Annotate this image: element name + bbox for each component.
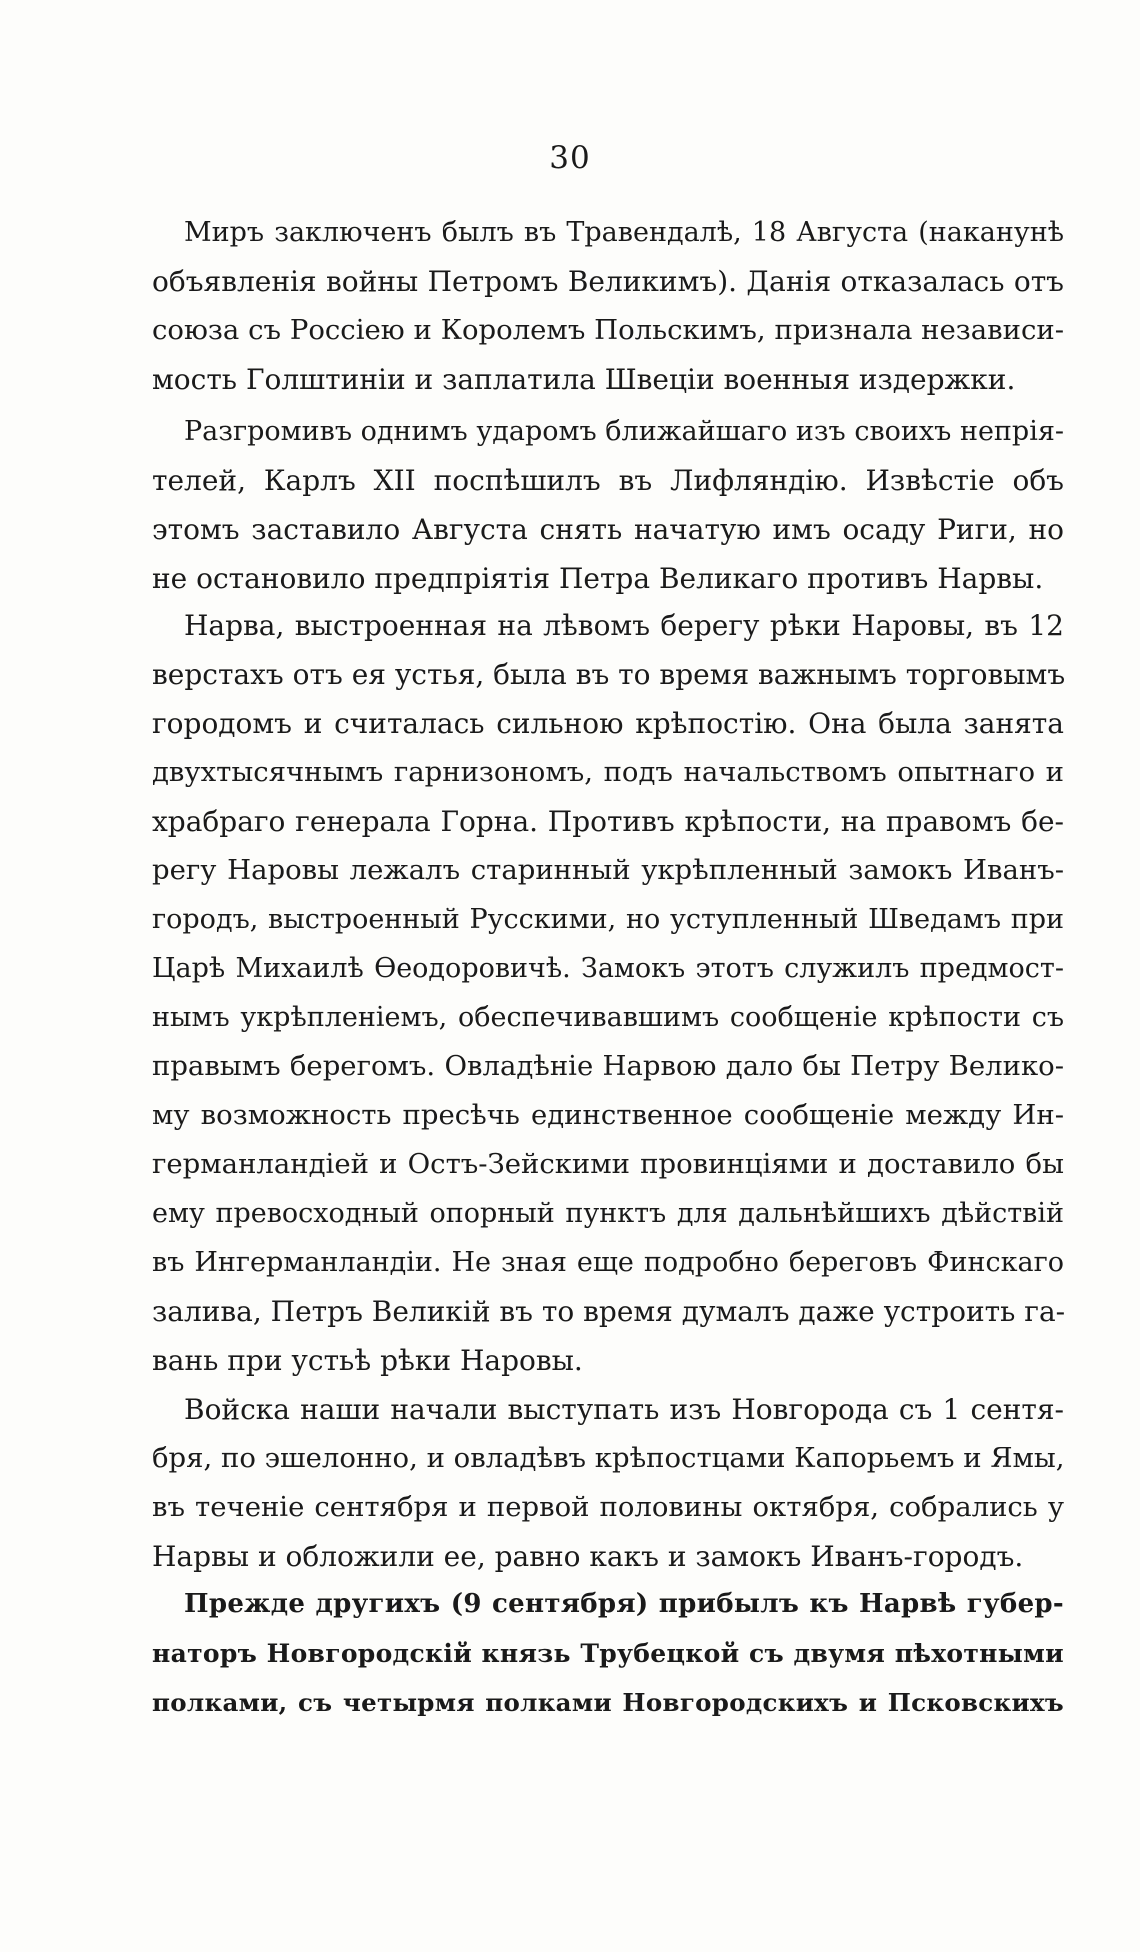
text-line: регу Наровы лежалъ старинный укрѣпленный замокъ Иванъ-: [152, 854, 1064, 886]
text-line: этомъ заставило Августа снять начатую имъ осаду Риги, но: [152, 513, 1064, 546]
text-line: ему превосходный опорный пунктъ для дальнѣйшихъ дѣйствій: [152, 1198, 1064, 1229]
text-line: залива, Петръ Великій въ то время думалъ даже устроить га-: [152, 1295, 1066, 1328]
text-line: му возможность пресѣчь единственное сообщеніе между Ин-: [152, 1099, 1064, 1131]
text-line: германландіей и Остъ-Зейскими провинціями и доставило бы: [152, 1148, 1064, 1180]
text-line: Нарва, выстроенная на лѣвомъ берегу рѣки Наровы, въ 12: [184, 609, 1064, 642]
text-line: Прежде другихъ (9 сентября) прибылъ къ Нарвѣ губер-: [184, 1589, 1064, 1619]
text-line: нымъ укрѣпленіемъ, обеспечивавшимъ сообщеніе крѣпости съ: [152, 1002, 1064, 1033]
text-line: храбраго генерала Горна. Противъ крѣпости, на правомъ бе-: [152, 805, 1064, 838]
paragraph-charles-xii: [152, 407, 1064, 603]
text-line: наторъ Новгородскій князь Трубецкой съ двумя пѣхотными: [152, 1639, 1064, 1668]
text-line: правымъ берегомъ. Овладѣніе Нарвою дало бы Петру Велико-: [152, 1050, 1064, 1082]
text-line: не остановило предпріятія Петра Великаго противъ Нарвы.: [152, 562, 1044, 595]
text-line: мость Голштиніи и заплатила Швеціи военныя издержки.: [152, 363, 1016, 396]
text-line: объявленія войны Петромъ Великимъ). Данія отказалась отъ: [152, 265, 1064, 298]
text-line: верстахъ отъ ея устья, была въ то время важнымъ торговымъ: [152, 658, 1066, 691]
text-line: Нарвы и обложили ее, равно какъ и замокъ Иванъ-городъ.: [152, 1540, 1024, 1573]
text-line: союза съ Россіею и Королемъ Польскимъ, признала независи-: [152, 314, 1064, 346]
page-number: 30: [549, 140, 591, 176]
paragraph-troops: [152, 1385, 1064, 1581]
paragraph-narva: [152, 601, 1064, 1385]
text-line: Миръ заключенъ былъ въ Травендалѣ, 18 Августа (наканунѣ: [184, 217, 1064, 248]
paragraph-trubetskoy: [152, 1580, 1064, 1727]
text-line: бря, по эшелонно, и овладѣвъ крѣпостцами Капорьемъ и Ямы,: [152, 1442, 1065, 1474]
text-line: Царѣ Михаилѣ Ѳеодоровичѣ. Замокъ этотъ служилъ предмост-: [152, 953, 1064, 984]
paragraph-treaty: [152, 208, 1064, 404]
text-line: полками, съ четырмя полками Новгородскихъ и Псковскихъ: [152, 1688, 1064, 1717]
text-line: вань при устьѣ рѣки Наровы.: [152, 1344, 583, 1377]
text-line: городъ, выстроенный Русскими, но уступленный Шведамъ при: [152, 904, 1064, 935]
text-line: Войска наши начали выступать изъ Новгорода съ 1 сентя-: [184, 1393, 1064, 1426]
text-line: въ Ингерманландіи. Не зная еще подробно береговъ Финскаго: [152, 1247, 1064, 1278]
text-line: телей, Карлъ XII поспѣшилъ въ Лифляндію. Извѣстіе объ: [152, 464, 1064, 497]
text-line: двухтысячнымъ гарнизономъ, подъ начальствомъ опытнаго и: [152, 756, 1064, 788]
text-line: въ теченіе сентября и первой половины октября, собрались у: [152, 1491, 1064, 1523]
text-line: городомъ и считалась сильною крѣпостію. Она была занята: [152, 707, 1064, 740]
text-line: Разгромивъ однимъ ударомъ ближайшаго изъ своихъ непрія-: [184, 416, 1064, 447]
